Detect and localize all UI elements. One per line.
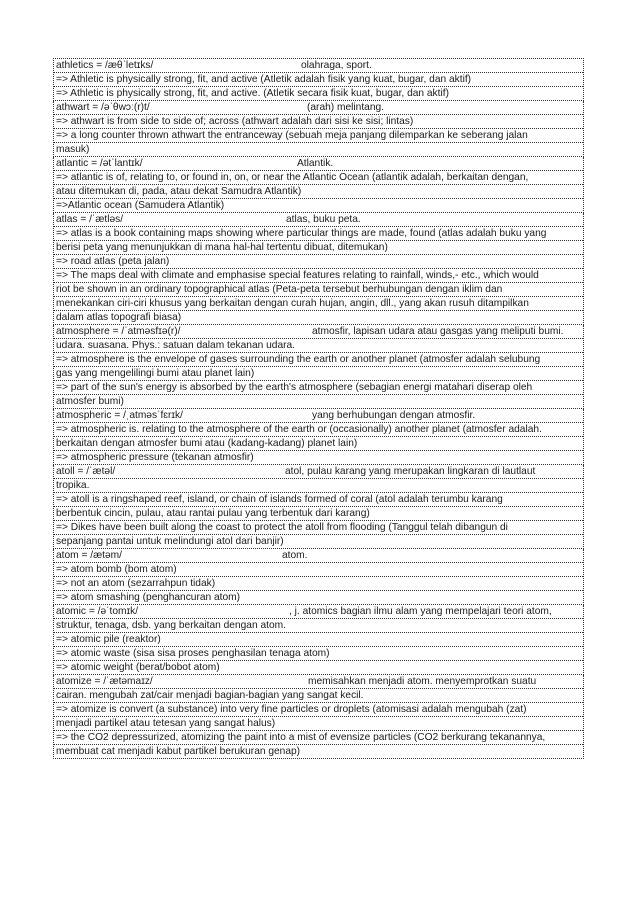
entry-line: =>Atlantic ocean (Samudera Atlantik) [56, 200, 225, 211]
dictionary-entry [53, 549, 584, 605]
dictionary-entry [53, 157, 584, 213]
entry-line: tropika. [54, 479, 583, 493]
entry-headword: atlantic = /ətˈlantɪk/ [56, 158, 143, 169]
entry-line: menjadi partikel atau tetesan yang sangat halus) [54, 717, 583, 731]
entry-line: => road atlas (peta jalan) [54, 255, 583, 269]
entry-line: berbentuk cincin, pulau, atau rantai pulau yang terbentuk dari karang) [54, 507, 583, 521]
entry-line: => atmospheric pressure (tekanan atmosfir) [56, 452, 254, 463]
entry-headword: athwart = /əˈθwɔː(r)t/ [56, 102, 150, 113]
dictionary-entry [53, 465, 584, 549]
entry-definition: atmosfir, lapisan udara atau gasgas yang meliputi bumi. [312, 326, 564, 337]
entry-line: atmosfer bumi) [56, 396, 124, 407]
entry-line: sepanjang pantai untuk melindungi atol dari banjir) [56, 536, 284, 547]
entry-line: => part of the sun's energy is absorbed by the earth's atmosphere (sebagian energi matahari diserap oleh [54, 381, 583, 395]
entry-line: => atomic weight (berat/bobot atom) [56, 662, 220, 673]
entry-line: riot be shown in an ordinary topographical atlas (Peta-peta tersebut berhubungan dengan iklim dan [54, 283, 583, 297]
dictionary-entry [53, 325, 584, 409]
entry-headword: atomic = /əˈtomɪk/ [56, 606, 139, 617]
entry-line: berkaitan dengan atmosfer bumi atau (kadang-kadang) planet lain) [54, 437, 583, 451]
entry-definition: atom. [282, 550, 308, 561]
entry-line: => Dikes have been built along the coast to protect the atoll from flooding (Tanggul telah dibangun di [54, 521, 583, 535]
entry-line: => athwart is from side to side of; across (athwart adalah dari sisi ke sisi; lintas) [54, 115, 583, 129]
entry-definition: memisahkan menjadi atom. menyemprotkan suatu [308, 676, 537, 687]
entry-line: masuk) [56, 144, 90, 155]
entry-headword: atomize = /ˈætəmaɪz/ [56, 676, 153, 687]
entry-line: dalam atlas topografi biasa) [56, 312, 182, 323]
entry-headword: atmospheric = /ˌatməsˈfɛrɪk/ [56, 410, 183, 421]
entry-headword-line [54, 325, 583, 339]
entry-line: => atmosphere is the envelope of gases surrounding the earth or another planet (atmosfer adalah selubung [54, 353, 583, 367]
dictionary-entry [53, 213, 584, 325]
entry-headword-line [54, 409, 583, 423]
entry-line: => atoll is a ringshaped reef, island, or chain of islands formed of coral (atol adalah terumbu karang [54, 493, 583, 507]
entry-line: cairan. mengubah zat/cair menjadi bagian-bagian yang sangat kecil. [54, 689, 583, 703]
entry-line: menekankan ciri-ciri khusus yang berkaitan dengan curah hujan, angin, dll., yang akan rusuh ditampilkan [54, 297, 583, 311]
entry-line: => atomic pile (reaktor) [54, 633, 583, 647]
entry-definition: atlas, buku peta. [286, 214, 361, 225]
entry-headword-line [54, 101, 583, 115]
entry-line: atau ditemukan di, pada, atau dekat Samudra Atlantik) [54, 185, 583, 199]
entry-headword-line [54, 549, 583, 563]
entry-line: => Athletic is physically strong, fit, and active. (Atletik secara fisik kuat, bugar, dan aktif) [56, 88, 449, 99]
entry-line: => atom bomb (bom atom) [54, 563, 583, 577]
dictionary-entry [53, 409, 584, 465]
entry-line: => atom smashing (penghancuran atom) [56, 592, 241, 603]
entry-line: membuat cat menjadi kabut partikel berukuran genap) [56, 746, 301, 757]
entry-headword-line [54, 605, 583, 619]
entry-line: berisi peta yang menunjukkan di mana hal-hal tertentu dibuat, ditemukan) [54, 241, 583, 255]
dictionary-entry [53, 58, 584, 101]
entry-line: => The maps deal with climate and emphasise special features relating to rainfall, winds,- etc., which would [54, 269, 583, 283]
entry-line: udara. suasana. Phys.: satuan dalam tekanan udara. [54, 339, 583, 353]
entry-line: => not an atom (sezarrahpun tidak) [54, 577, 583, 591]
dictionary-document [53, 58, 584, 759]
entry-headword: athletics = /æθˈletɪks/ [56, 60, 154, 71]
entry-headword: atlas = /ˈætləs/ [56, 214, 124, 225]
entry-line: => a long counter thrown athwart the entranceway (sebuah meja panjang dilemparkan ke seberang jalan [54, 129, 583, 143]
dictionary-entry [53, 101, 584, 157]
entry-definition: (arah) melintang. [307, 102, 385, 113]
entry-line: gas yang mengelilingi bumi atau planet lain) [54, 367, 583, 381]
entry-line: => Athletic is physically strong, fit, and active (Atletik adalah fisik yang kuat, bugar, dan aktif) [54, 73, 583, 87]
entry-definition: atol, pulau karang yang merupakan lingkaran di lautlaut [285, 466, 536, 477]
entry-definition: Atlantik. [297, 158, 334, 169]
entry-headword-line [54, 59, 583, 73]
entry-headword-line [54, 213, 583, 227]
entry-line: => atmospheric is. relating to the atmosphere of the earth or (occasionally) another planet (atmosfer adalah. [54, 423, 583, 437]
entry-headword-line [54, 157, 583, 171]
entry-headword: atoll = /ˈætəl/ [56, 466, 116, 477]
entry-line: struktur, tenaga, dsb. yang berkaitan dengan atom. [54, 619, 583, 633]
entry-headword: atom = /ætəm/ [56, 550, 122, 561]
entry-definition: olahraga, sport. [301, 60, 372, 71]
entry-headword-line [54, 675, 583, 689]
dictionary-entry [53, 675, 584, 759]
entry-line: => atomic waste (sisa sisa proses penghasilan tenaga atom) [54, 647, 583, 661]
dictionary-entry [53, 605, 584, 675]
entry-line: => atlas is a book containing maps showing where particular things are made, found (atlas adalah buku yang [54, 227, 583, 241]
entry-headword: atmosphere = /ˈatməsfɪə(r)/ [56, 326, 181, 337]
entry-line: => atomize is convert (a substance) into very fine particles or droplets (atomisasi adalah mengubah (zat) [54, 703, 583, 717]
entry-definition: , j. atomics bagian ilmu alam yang mempelajari teori atom, [289, 606, 552, 617]
entry-definition: yang berhubungan dengan atmosfir. [312, 410, 476, 421]
entry-line: => atlantic is of, relating to, or found in, on, or near the Atlantic Ocean (atlantik adalah, berkaitan dengan, [54, 171, 583, 185]
entry-line: => the CO2 depressurized, atomizing the paint into a mist of evensize particles (CO2 berkurang tekanannya, [54, 731, 583, 745]
entry-headword-line [54, 465, 583, 479]
